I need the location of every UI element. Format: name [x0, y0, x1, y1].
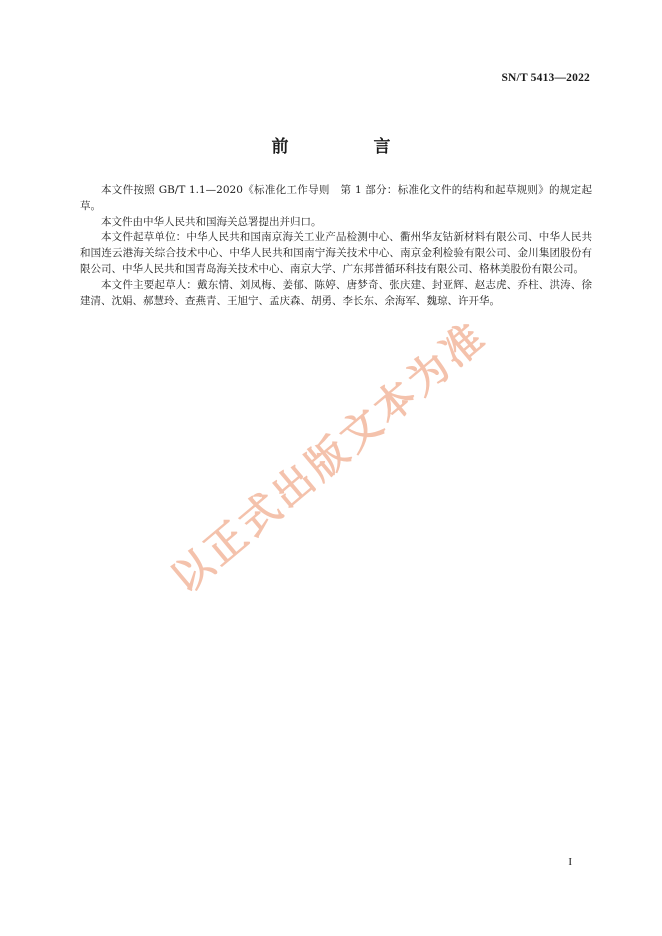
foreword-body — [80, 183, 592, 309]
paragraph-proposer: 本文件由中华人民共和国海关总署提出并归口。 — [101, 215, 322, 228]
paragraph-drafting-rules: 本文件按照 GB/T 1.1—2020《标准化工作导则 第 1 部分：标准化文件的结构和起草规则》的规定起草。 — [80, 184, 592, 212]
paragraph-drafters: 本文件主要起草人：戴东情、刘凤梅、姜郁、陈婷、唐梦奇、张庆建、封亚辉、赵志虎、乔柱、洪涛、徐建清、沈娟、郝慧玲、查燕青、王旭宁、孟庆森、胡勇、李长东、余海军、魏琼、许开华。 — [80, 278, 592, 307]
watermark: 以正式出版文本为准 — [162, 312, 496, 603]
document-code: SN/T 5413—2022 — [501, 72, 590, 84]
paragraph-drafting-units: 本文件起草单位：中华人民共和国南京海关工业产品检测中心、衢州华友钴新材料有限公司、中华人民共和国连云港海关综合技术中心、中华人民共和国南宁海关技术中心、南京金利检验有限公司、金川集团股份有限公司、中华人民共和国青岛海关技术中心、南京大学、广东邦普循环科技有限公司、格林美股份有限公司。 — [80, 231, 592, 275]
page-title: 前 言 — [271, 137, 425, 157]
page-number: I — [568, 856, 572, 868]
